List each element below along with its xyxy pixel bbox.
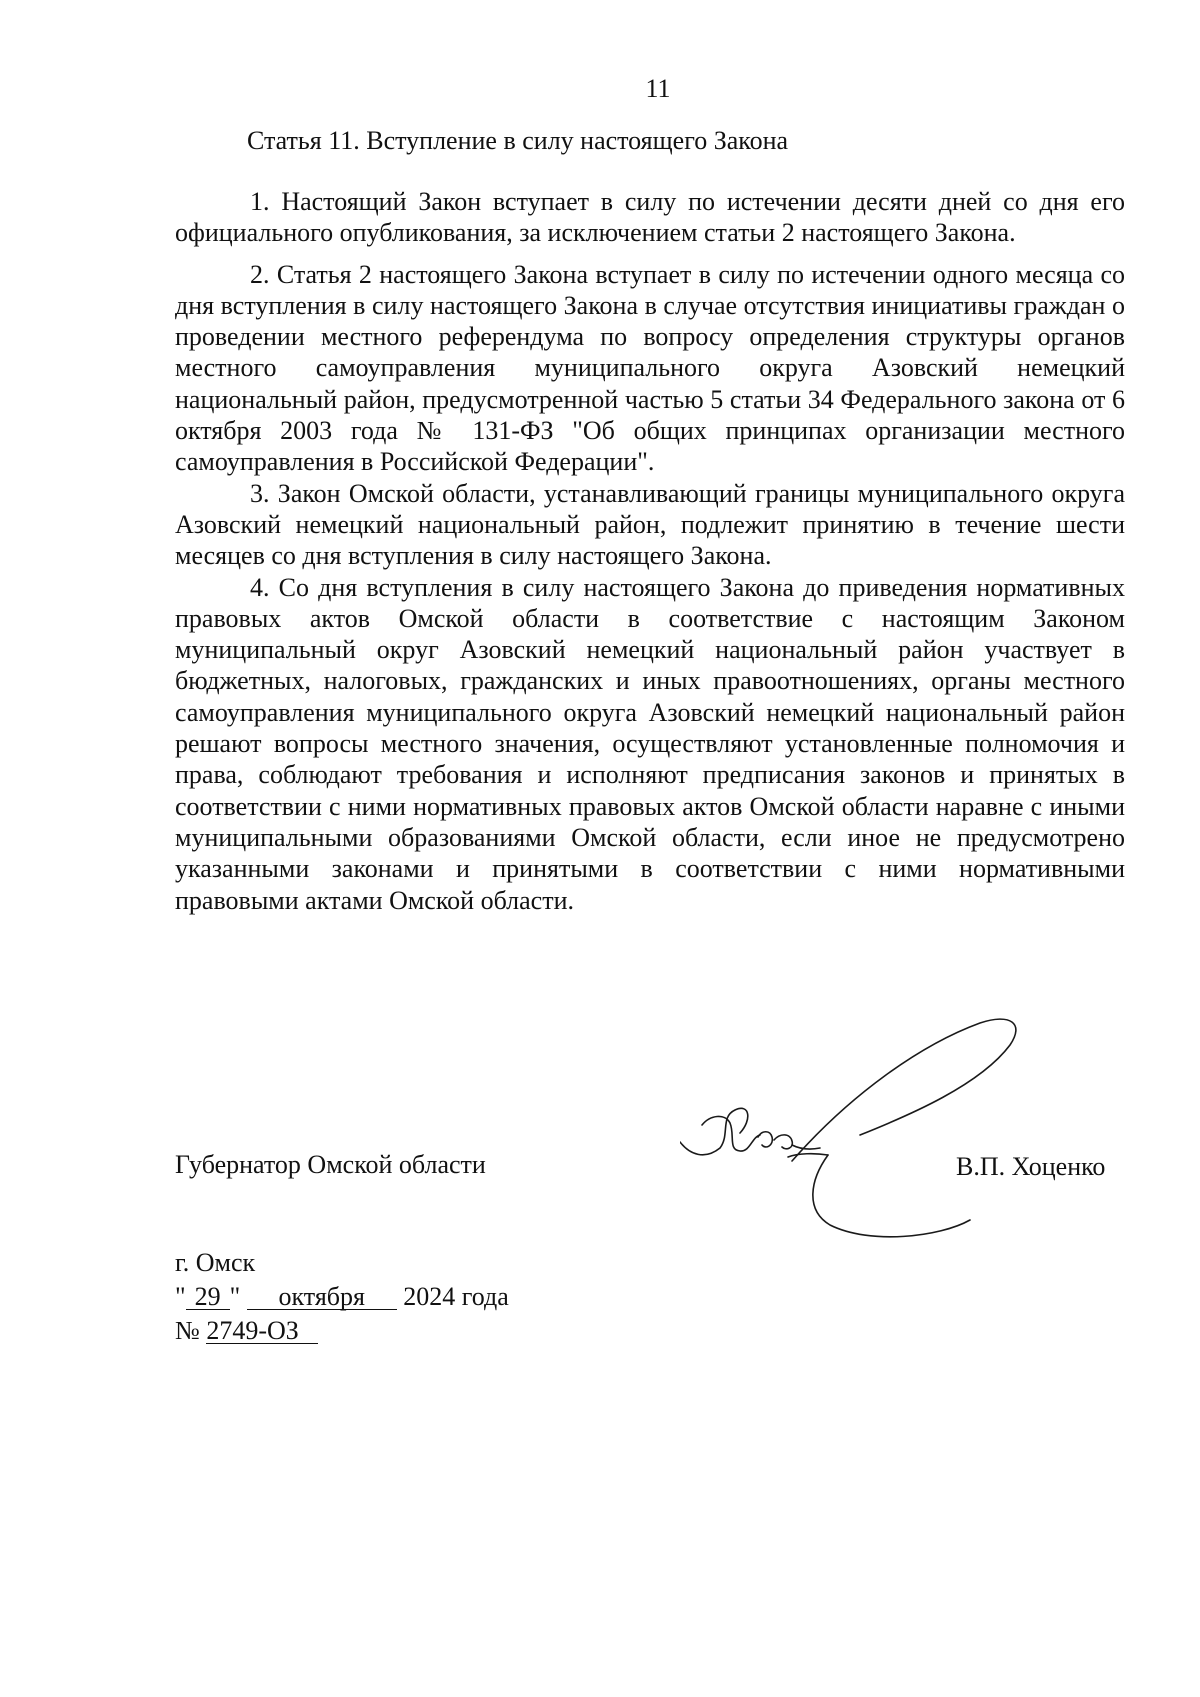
signatory-name: В.П. Хоценко (956, 1152, 1106, 1181)
paragraph-1: 1. Настоящий Закон вступает в силу по истечении десяти дней со дня его официального опубликования, за исключением статьи 2 настоящего Закона. (175, 187, 1125, 248)
article-body (175, 186, 1125, 916)
date-quote-open: " (175, 1282, 186, 1311)
date-quote-close: " (229, 1282, 241, 1311)
date-day: 29 (186, 1285, 230, 1310)
number-sign: № (175, 1316, 200, 1345)
signing-date (175, 1282, 509, 1312)
page-number: 11 (645, 74, 671, 103)
paragraph-4: 4. Со дня вступления в силу настоящего Закона до приведения нормативных правовых актов Омской области в соответствие с настоящим Законом муниципальный округ Азовский немецкий национальный район участвует в бюджетных, налоговых, гражданских и иных правоотношениях, органы местного самоуправления муниципального округа Азовский немецкий национальный район решают вопросы местного значения, осуществляют установленные полномочия и права, соблюдают требования и исполняют предписания законов и принятых в соответствии с ними нормативных правовых актов Омской области наравне с иными муниципальными образованиями Омской области, если иное не предусмотрено указанными законами и принятыми в соответствии с ними нормативными правовыми актами Омской области. (175, 572, 1125, 915)
law-number-value: 2749-ОЗ (206, 1319, 318, 1344)
date-year: 2024 года (403, 1282, 509, 1311)
place-of-signing: г. Омск (175, 1248, 256, 1277)
paragraph-2: 2. Статья 2 настоящего Закона вступает в силу по истечении одного месяца со дня вступления в силу настоящего Закона в случае отсутствия инициативы граждан о проведении местного референдума по вопросу определения структуры органов местного самоуправления муниципального округа Азовский немецкий национальный район, предусмотренной частью 5 статьи 34 Федерального закона от 6 октября 2003 года № 131-ФЗ "Об общих принципах организации местного самоуправления в Российской Федерации". (175, 259, 1125, 477)
paragraph-3: 3. Закон Омской области, устанавливающий границы муниципального округа Азовский немецкий национальный район, подлежит принятию в течение шести месяцев со дня вступления в силу настоящего Закона. (175, 478, 1125, 571)
law-number (175, 1316, 318, 1346)
signatory-position: Губернатор Омской области (175, 1150, 486, 1179)
date-month: октября (247, 1285, 397, 1310)
article-title: Статья 11. Вступление в силу настоящего Закона (247, 126, 789, 155)
handwritten-signature (680, 1005, 1120, 1255)
